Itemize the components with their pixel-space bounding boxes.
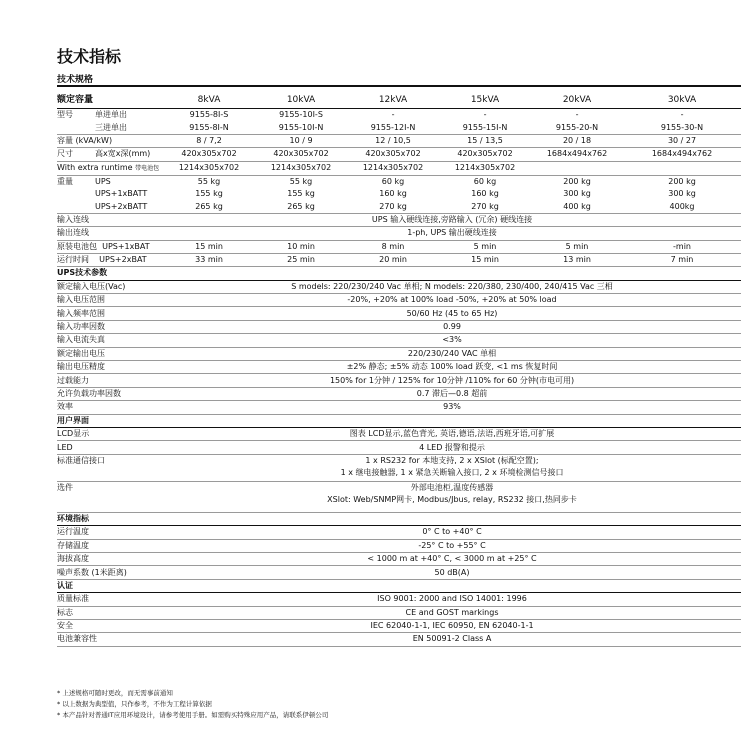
row-sublabel: 单进单出 [95, 110, 127, 120]
row-label: 输出连线 [57, 227, 163, 240]
table-cell: - [391, 110, 395, 120]
row-label: 输入连线 [57, 213, 163, 226]
col-header: 15kVA [439, 92, 531, 109]
table-cell: 400 kg [531, 200, 623, 213]
table-cell: 55 kg [197, 176, 221, 186]
table-row [57, 347, 741, 360]
table-cell: 155 kg [287, 189, 315, 199]
table-cell: 50/60 Hz (45 to 65 Hz) [163, 307, 741, 320]
table-cell: < 1000 m at +40° C, < 3000 m at +25° C [163, 552, 741, 565]
table-cell: 9155-10I-N [255, 121, 347, 134]
section-header [57, 267, 741, 280]
table-cell: -min [623, 240, 741, 253]
table-cell: ISO 9001: 2000 and ISO 14001: 1996 [163, 593, 741, 606]
runtime-label: 原装电池包 [57, 241, 97, 251]
row-label: 输入电压范围 [57, 294, 163, 307]
extra-label: With extra runtime [57, 162, 133, 172]
row-label: 电池兼容性 [57, 633, 163, 646]
table-cell: 1684x494x762 [623, 148, 741, 161]
table-cell: - [575, 110, 579, 120]
table-row [57, 361, 741, 374]
table-row [57, 253, 741, 266]
table-cell: 400kg [623, 200, 741, 213]
table-cell: 9155-20-N [531, 121, 623, 134]
row-label: 标志 [57, 606, 163, 619]
table-row [57, 148, 741, 161]
table-row [57, 454, 741, 481]
table-cell: S models: 220/230/240 Vac 单相; N models: 220/380, 230/400, 240/415 Vac 三相 [163, 280, 741, 293]
table-row [57, 121, 741, 134]
table-row [57, 227, 741, 240]
table-cell: 9155-12I-N [347, 121, 439, 134]
section-header [57, 512, 741, 525]
table-row [57, 213, 741, 226]
page-title: 技术指标 [57, 47, 122, 66]
option-line: 外部电池柜,温度传感器 [410, 482, 494, 492]
extra-sublabel: 带电池包 [135, 164, 160, 172]
table-cell: IEC 62040-1-1, IEC 60950, EN 62040-1-1 [163, 619, 741, 632]
table-cell: 10 / 9 [255, 134, 347, 147]
row-label: 质量标准 [57, 593, 163, 606]
table-cell: 420x305x702 [439, 148, 531, 161]
table-cell: 420x305x702 [347, 148, 439, 161]
table-row [57, 566, 741, 579]
table-cell: 25 min [255, 253, 347, 266]
row-label: 额定输出电压 [57, 347, 163, 360]
row-label: 海拔高度 [57, 552, 163, 565]
table-cell: 10 min [255, 240, 347, 253]
row-sublabel: UPS [95, 176, 111, 186]
row-sublabel: UPS+2xBATT [95, 200, 163, 213]
col-header: 12kVA [347, 92, 439, 109]
table-row [57, 481, 741, 512]
table-cell: 15 min [439, 253, 531, 266]
table-cell: 8 / 7,2 [163, 134, 255, 147]
row-label: 输入频率范围 [57, 307, 163, 320]
row-label: 额定输入电压(Vac) [57, 280, 163, 293]
table-cell: 33 min [163, 253, 255, 266]
table-row [57, 134, 741, 147]
table-cell: -20%, +20% at 100% load -50%, +20% at 50% load [163, 294, 741, 307]
table-cell: 1214x305x702 [255, 161, 347, 175]
row-label: 重量 [57, 176, 73, 186]
capacity-header-row [57, 92, 741, 109]
table-row [57, 387, 741, 400]
table-row [57, 552, 741, 565]
table-cell: 160 kg [471, 189, 499, 199]
table-row [57, 161, 741, 175]
table-row [57, 526, 741, 539]
table-cell: 9155-8I-N [163, 121, 255, 134]
comm-line: 1 x RS232 for 本地支持, 2 x XSlot (标配空置); [365, 455, 539, 465]
row-label: 安全 [57, 619, 163, 632]
table-row [57, 280, 741, 293]
table-cell: -25° C to +55° C [163, 539, 741, 552]
cropped-text-fragment [57, 733, 717, 739]
col-header: 20kVA [531, 92, 623, 109]
row-label: 尺寸 [57, 148, 95, 161]
table-cell: 50 dB(A) [163, 566, 741, 579]
row-label: LED [57, 441, 163, 454]
table-cell: 60 kg [473, 176, 497, 186]
row-sublabel: 高x宽x深(mm) [95, 148, 163, 161]
table-cell: 93% [163, 401, 741, 414]
row-label: 运行温度 [57, 526, 163, 539]
table-cell: 150% for 1分钟 / 125% for 10分钟 /110% for 60 分钟(市电可用) [163, 374, 741, 387]
table-cell: 20 / 18 [531, 134, 623, 147]
runtime-sublabel: UPS+2xBAT [99, 255, 147, 265]
table-row [57, 427, 741, 440]
table-row [57, 175, 741, 188]
section-title: 环境指标 [57, 512, 741, 525]
table-cell: 300 kg [563, 189, 591, 199]
table-cell: 265 kg [255, 200, 347, 213]
table-cell: 270 kg [439, 200, 531, 213]
option-line: XSlot: Web/SNMP网卡, Modbus/Jbus, relay, RS232 接口,热同步卡 [327, 494, 577, 504]
row-label: 输入功率因数 [57, 320, 163, 333]
table-cell: 图表 LCD显示,蓝色背光, 英语,德语,法语,西班牙语,可扩展 [163, 427, 741, 440]
table-cell: 15 / 13,5 [439, 134, 531, 147]
table-cell: 9155-30-N [623, 121, 741, 134]
divider [57, 85, 741, 87]
col-header: 30kVA [623, 92, 741, 109]
row-label: 容量 (kVA/kW) [57, 134, 163, 147]
row-label: 输入电流失真 [57, 334, 163, 347]
row-label: 输出电压精度 [57, 361, 163, 374]
table-cell: 15 min [163, 240, 255, 253]
table-row [57, 606, 741, 619]
row-label [57, 240, 163, 253]
row-label [57, 253, 163, 266]
table-cell: 265 kg [163, 200, 255, 213]
table-cell: - [483, 110, 487, 120]
table-row [57, 320, 741, 333]
table-row [57, 294, 741, 307]
section-title: UPS技术参数 [57, 267, 741, 280]
section-header [57, 414, 741, 427]
table-row [57, 188, 741, 200]
spec-table [57, 92, 741, 647]
section-header [57, 579, 741, 592]
table-cell: 13 min [531, 253, 623, 266]
table-row [57, 539, 741, 552]
footnotes [57, 688, 328, 721]
table-cell: 30 / 27 [623, 134, 741, 147]
row-sublabel: 三进单出 [95, 121, 163, 134]
table-row [57, 401, 741, 414]
row-label: 噪声系数 (1米距离) [57, 566, 163, 579]
comm-line: 1 x 继电接触器, 1 x 紧急关断输入接口, 2 x 环境检测信号接口 [340, 467, 564, 477]
table-cell: 0.7 滞后—0.8 超前 [163, 387, 741, 400]
table-row [57, 593, 741, 606]
table-row [57, 633, 741, 646]
section-title: 用户界面 [57, 414, 741, 427]
table-cell: 1214x305x702 [163, 161, 255, 175]
table-cell: 20 min [347, 253, 439, 266]
table-row [57, 374, 741, 387]
table-cell: 12 / 10,5 [347, 134, 439, 147]
table-cell [531, 161, 623, 175]
table-cell [623, 161, 741, 175]
table-cell: 160 kg [379, 189, 407, 199]
row-sublabel: UPS+1xBATT [95, 189, 148, 199]
table-cell: 220/230/240 VAC 单相 [163, 347, 741, 360]
row-label: 标准通信接口 [57, 454, 163, 481]
footnote: * 以上数据为典型值，只作参考，不作为工程计算依据 [57, 700, 212, 708]
table-cell [163, 481, 741, 512]
table-cell: 1214x305x702 [347, 161, 439, 175]
table-cell: 420x305x702 [255, 148, 347, 161]
table-cell: 5 min [439, 240, 531, 253]
table-row [57, 109, 741, 122]
row-label: 存储温度 [57, 539, 163, 552]
table-cell: 7 min [623, 253, 741, 266]
table-cell: 9155-10I-S [279, 110, 323, 120]
table-cell: 8 min [347, 240, 439, 253]
table-cell: 4 LED 报警和提示 [163, 441, 741, 454]
section-subtitle: 技术规格 [57, 75, 94, 85]
col-header: 10kVA [255, 92, 347, 109]
row-label: 选件 [57, 481, 163, 512]
table-cell: 200 kg [668, 176, 696, 186]
table-cell: 270 kg [347, 200, 439, 213]
row-label [57, 161, 163, 175]
col-header: 8kVA [163, 92, 255, 109]
table-cell: 9155-15I-N [439, 121, 531, 134]
table-cell: 60 kg [381, 176, 405, 186]
table-row [57, 619, 741, 632]
table-cell: 1684x494x762 [531, 148, 623, 161]
row-label: 允许负载功率因数 [57, 387, 163, 400]
table-cell: 5 min [531, 240, 623, 253]
table-cell: 55 kg [289, 176, 313, 186]
section-title: 认证 [57, 579, 741, 592]
table-cell: 155 kg [195, 189, 223, 199]
table-row [57, 441, 741, 454]
table-cell: UPS 输入硬线连接,旁路输入 (冗余) 硬线连接 [163, 213, 741, 226]
row-label: 过载能力 [57, 374, 163, 387]
table-cell: CE and GOST markings [163, 606, 741, 619]
table-row [57, 200, 741, 213]
table-cell: 300 kg [668, 189, 696, 199]
footnote: * 上述规格可随时更改，而无需事前通知 [57, 689, 173, 697]
row-label: 型号 [57, 110, 73, 120]
row-label: 效率 [57, 401, 163, 414]
table-cell: 9155-8I-S [189, 110, 229, 120]
table-cell: 1214x305x702 [439, 161, 531, 175]
footnote: * 本产品针对普通IT应用环境设计，请参考使用手册。如需购买特殊应用产品，请联系伊顿公司 [57, 711, 329, 719]
runtime-sublabel: UPS+1xBAT [102, 241, 150, 251]
runtime-label: 运行时间 [57, 255, 89, 265]
table-cell: 1-ph, UPS 输出硬线连接 [163, 227, 741, 240]
table-row [57, 240, 741, 253]
table-cell: EN 50091-2 Class A [163, 633, 741, 646]
table-cell: 0° C to +40° C [163, 526, 741, 539]
table-cell: 0.99 [163, 320, 741, 333]
table-cell: ±2% 静态; ±5% 动态 100% load 跃变, <1 ms 恢复时间 [163, 361, 741, 374]
table-cell: - [680, 110, 684, 120]
table-cell [163, 454, 741, 481]
header-label: 额定容量 [57, 92, 163, 109]
table-row [57, 334, 741, 347]
table-cell: 420x305x702 [163, 148, 255, 161]
table-cell: 200 kg [563, 176, 591, 186]
table-row [57, 307, 741, 320]
row-label: LCD显示 [57, 427, 163, 440]
table-cell: <3% [163, 334, 741, 347]
